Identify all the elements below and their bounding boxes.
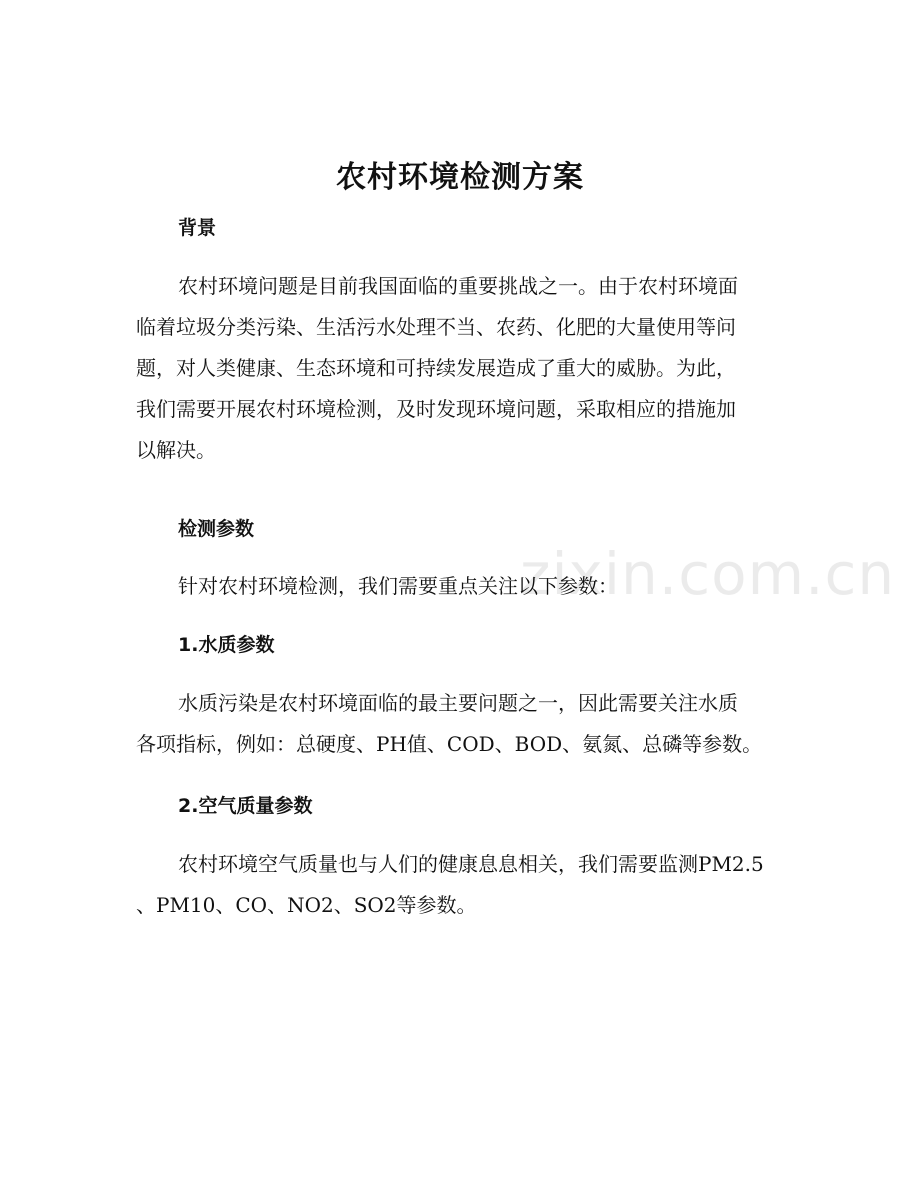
paragraph-line: 我们需要开展农村环境检测，及时发现环境问题，采取相应的措施加 [136,397,736,421]
paragraph-line: 、PM10、CO、NO2、SO2等参数。 [136,893,477,917]
section-heading-water-quality: 1.水质参数 [178,634,275,656]
paragraph-background [136,266,786,471]
document-title: 农村环境检测方案 [336,160,584,195]
paragraph-line: 农村环境问题是目前我国面临的重要挑战之一。由于农村环境面 [178,274,738,298]
paragraph-air-quality [136,844,786,926]
watermark: zixin.com.cn [520,540,896,608]
paragraph-parameters [136,566,786,607]
section-heading-parameters: 检测参数 [178,518,255,540]
paragraph-line: 各项指标，例如：总硬度、PH值、COD、BOD、氨氮、总磷等参数。 [136,732,763,756]
section-heading-background: 背景 [178,217,217,239]
paragraph-line: 农村环境空气质量也与人们的健康息息相关，我们需要监测PM2.5 [178,852,764,876]
paragraph-line: 题，对人类健康、生态环境和可持续发展造成了重大的威胁。为此， [136,356,736,380]
section-heading-air-quality: 2.空气质量参数 [178,795,313,817]
paragraph-line: 针对农村环境检测，我们需要重点关注以下参数： [178,574,618,598]
paragraph-line: 以解决。 [136,438,216,462]
paragraph-line: 临着垃圾分类污染、生活污水处理不当、农药、化肥的大量使用等问 [136,315,736,339]
paragraph-line: 水质污染是农村环境面临的最主要问题之一，因此需要关注水质 [178,691,738,715]
paragraph-water-quality [136,683,786,765]
